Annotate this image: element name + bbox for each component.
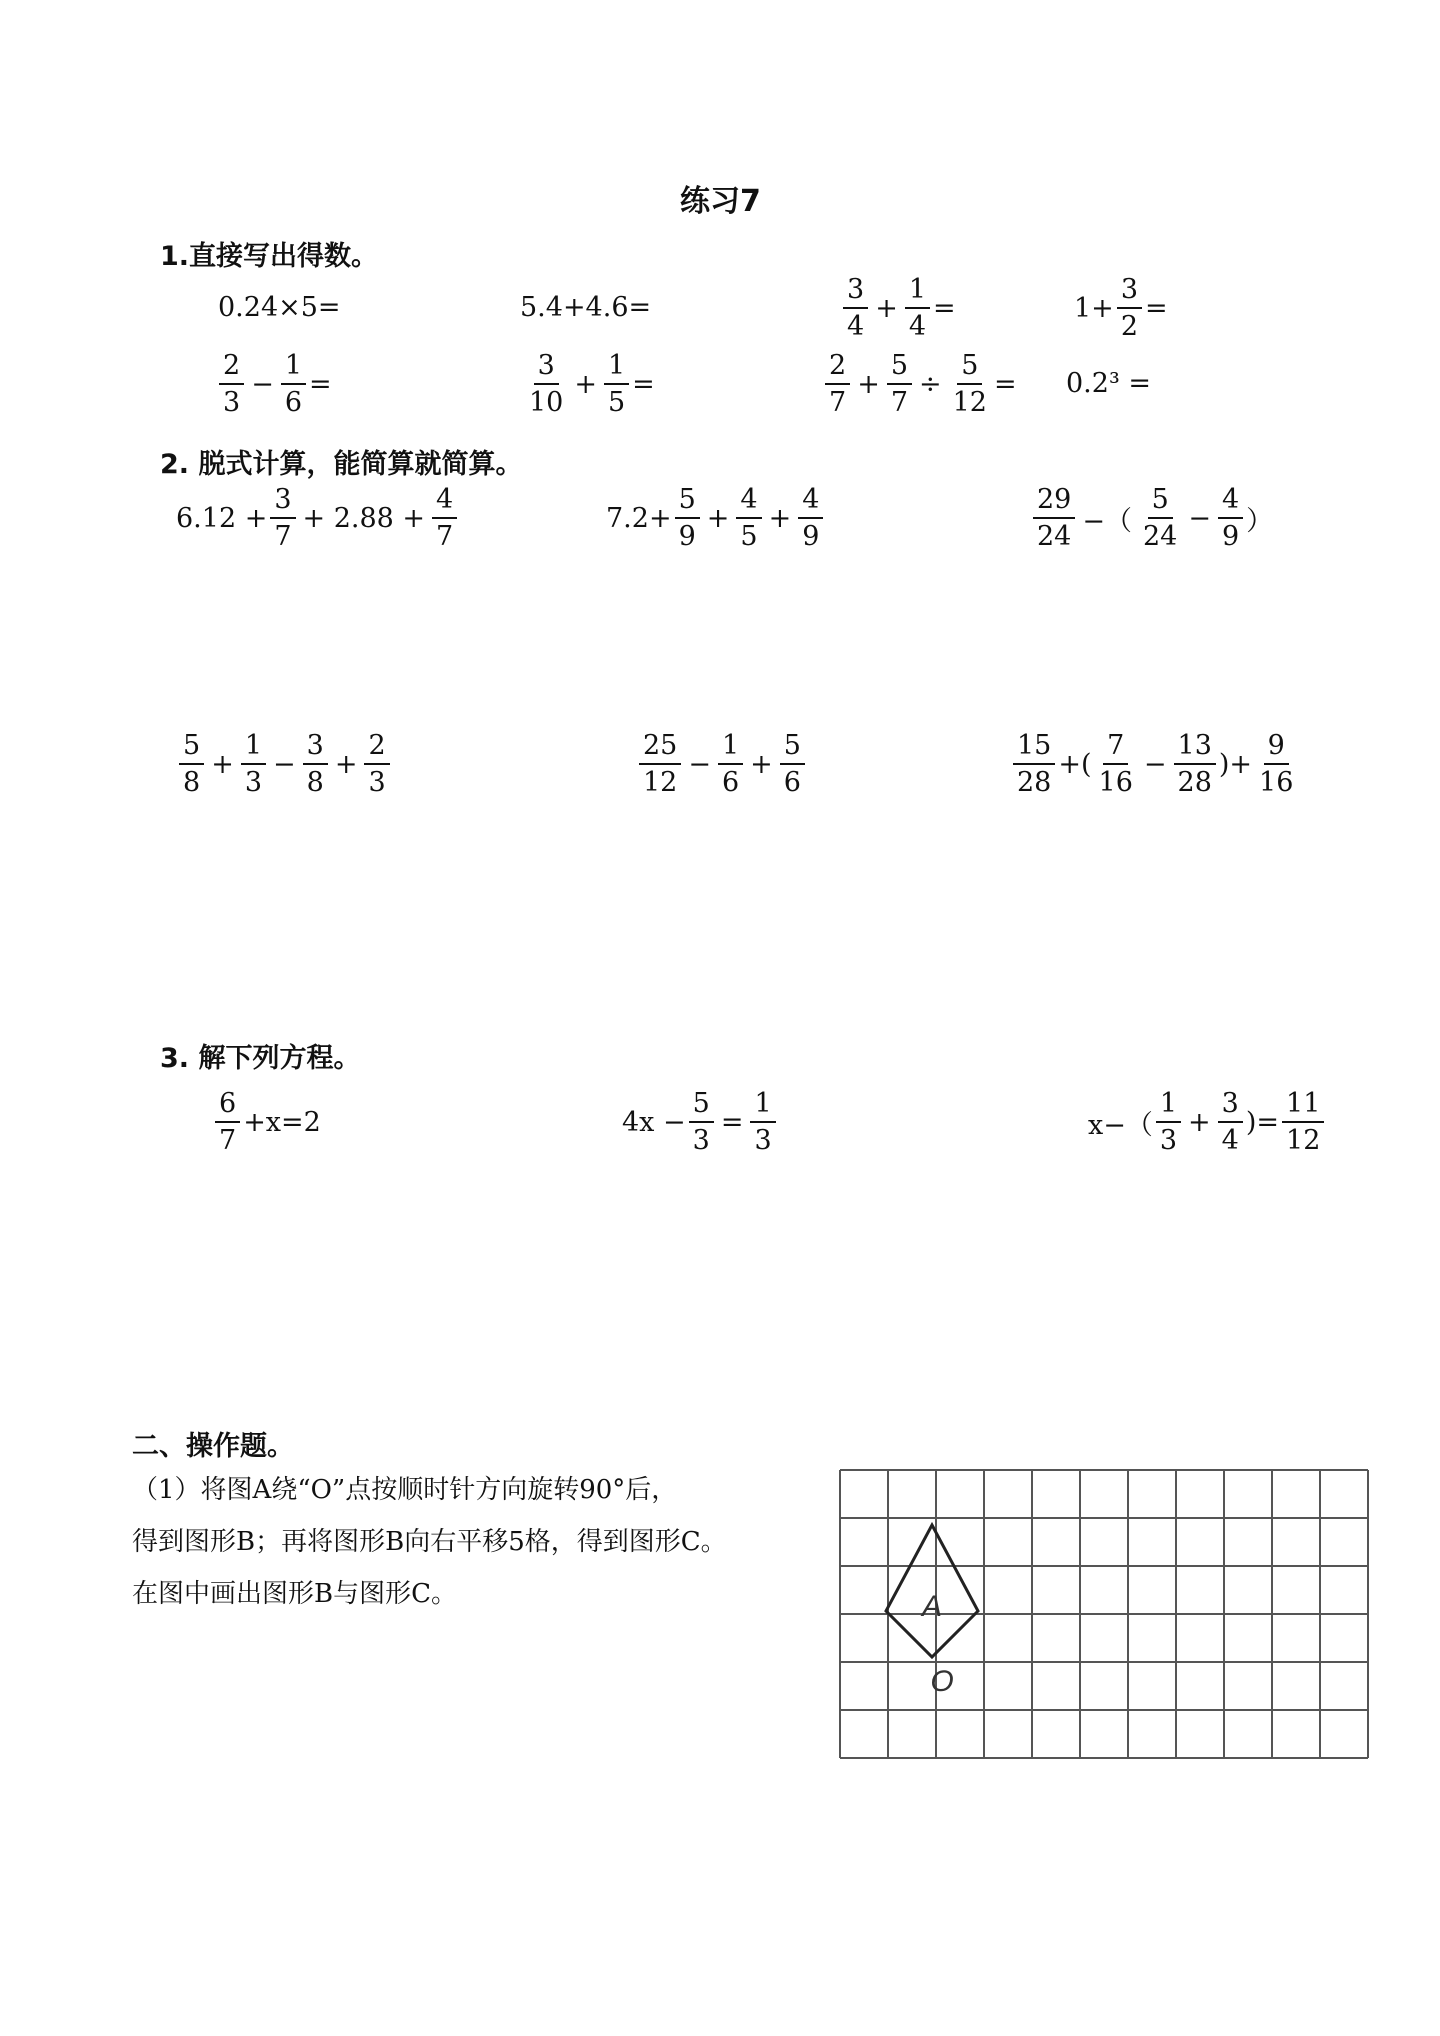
fraction: $\frac{4}{7}$ <box>432 484 457 552</box>
section1-heading: 1.直接写出得数。 <box>160 241 379 272</box>
oral-q4: 1+ $\frac{3}{2}$ = <box>1074 274 1168 343</box>
calc-e2: 7.2+ $\frac{5}{9}$ + $\frac{4}{5}$ + $\frac{4}{9}$ <box>606 484 826 552</box>
instruction-line-3: 在图中画出图形B与图形C。 <box>132 1579 458 1609</box>
fraction: $\frac{5}{7}$ <box>887 350 912 418</box>
fraction: $\frac{4}{5}$ <box>736 484 761 552</box>
fraction: $\frac{4}{9}$ <box>798 484 823 552</box>
fraction: $\frac{5}{3}$ <box>689 1088 714 1156</box>
fraction: $\frac{11}{12}$ <box>1282 1088 1324 1156</box>
calc-e4: $\frac{5}{8}$ + $\frac{1}{3}$ − $\frac{3}{8}$ + $\frac{2}{3}$ <box>176 730 393 798</box>
fraction: $\frac{1}{3}$ <box>241 730 266 798</box>
fraction: $\frac{5}{24}$ <box>1142 484 1178 553</box>
oral-q1 <box>218 292 341 323</box>
fraction: $\frac{5}{6}$ <box>780 730 805 798</box>
fraction: $\frac{2}{3}$ <box>364 730 389 798</box>
fraction: $\frac{1}{6}$ <box>281 350 306 418</box>
fraction: $\frac{1}{5}$ <box>604 350 629 418</box>
calc-e6: $\frac{15}{28}$ +( $\frac{7}{16}$ − $\frac{13}{28}$ )+ $\frac{9}{16}$ <box>1010 730 1300 798</box>
label-o: O <box>930 1665 954 1698</box>
q1-text: 0.24×5= <box>218 292 341 323</box>
oral-q2 <box>520 292 651 323</box>
oral-q8 <box>1066 368 1151 399</box>
fraction: $\frac{3}{8}$ <box>303 730 328 798</box>
page-title: 练习7 <box>680 184 761 219</box>
fraction: $\frac{7}{16}$ <box>1098 730 1133 799</box>
fraction: $\frac{1}{6}$ <box>718 730 743 798</box>
fraction: $\frac{5}{9}$ <box>675 484 700 552</box>
fraction: $\frac{4}{9}$ <box>1218 484 1243 552</box>
fraction: $\frac{3}{2}$ <box>1117 274 1142 342</box>
fraction: $\frac{1}{3}$ <box>1156 1088 1181 1156</box>
calc-e1: 6.12 + $\frac{3}{7}$ + 2.88 + $\frac{4}{7}$ <box>176 484 460 552</box>
q2-text: 5.4+4.6= <box>520 292 652 323</box>
calc-e5: $\frac{25}{12}$ − $\frac{1}{6}$ + $\frac{5}{6}$ <box>636 730 808 798</box>
oral-q6: $\frac{3}{10}$ + $\frac{1}{5}$ = <box>522 350 655 418</box>
instruction-line-2: 得到图形B；再将图形B向右平移5格，得到图形C。 <box>132 1527 727 1557</box>
fraction: $\frac{29}{24}$ <box>1033 484 1075 552</box>
label-a: A <box>921 1590 943 1623</box>
fraction: $\frac{5}{8}$ <box>179 730 204 798</box>
section2-heading: 2. 脱式计算，能简算就简算。 <box>160 449 523 480</box>
fraction: $\frac{3}{10}$ <box>529 350 564 419</box>
equation-3: x−（ $\frac{1}{3}$ + $\frac{3}{4}$ )= $\frac{11}{12}$ <box>1088 1088 1327 1156</box>
instruction-line-1: （1）将图A绕“O”点按顺时针方向旋转90°后， <box>132 1475 678 1505</box>
fraction: $\frac{9}{16}$ <box>1259 730 1294 799</box>
fraction: $\frac{6}{7}$ <box>215 1088 240 1156</box>
fraction: $\frac{5}{12}$ <box>952 350 987 419</box>
oral-q7: $\frac{2}{7}$ + $\frac{5}{7}$ ÷ $\frac{5}{12}$ = <box>822 350 1017 418</box>
fraction: $\frac{1}{4}$ <box>905 274 930 342</box>
oral-q5: $\frac{2}{3}$ − $\frac{1}{6}$ = <box>216 350 332 418</box>
fraction: $\frac{13}{28}$ <box>1174 730 1216 798</box>
fraction: $\frac{3}{4}$ <box>843 274 868 342</box>
fraction: $\frac{3}{7}$ <box>270 484 295 552</box>
fraction: $\frac{3}{4}$ <box>1218 1088 1243 1156</box>
fraction: $\frac{2}{7}$ <box>825 350 850 418</box>
calc-e3: $\frac{29}{24}$ −（ $\frac{5}{24}$ − $\frac{4}{9}$ ） <box>1030 484 1273 552</box>
equation-2: 4x − $\frac{5}{3}$ = $\frac{1}{3}$ <box>622 1088 779 1156</box>
fraction: $\frac{2}{3}$ <box>219 350 244 418</box>
square-grid <box>836 1466 1372 1766</box>
section4-heading: 二、操作题。 <box>132 1431 294 1462</box>
oral-q3: $\frac{3}{4}$ + $\frac{1}{4}$ = <box>840 274 956 342</box>
equation-1: $\frac{6}{7}$ +x=2 <box>212 1088 321 1156</box>
fraction: $\frac{25}{12}$ <box>639 730 681 798</box>
section3-heading: 3. 解下列方程。 <box>160 1043 361 1074</box>
fraction: $\frac{1}{3}$ <box>750 1088 775 1156</box>
fraction: $\frac{15}{28}$ <box>1013 730 1055 798</box>
q8-text: 0.2³ = <box>1066 368 1151 399</box>
